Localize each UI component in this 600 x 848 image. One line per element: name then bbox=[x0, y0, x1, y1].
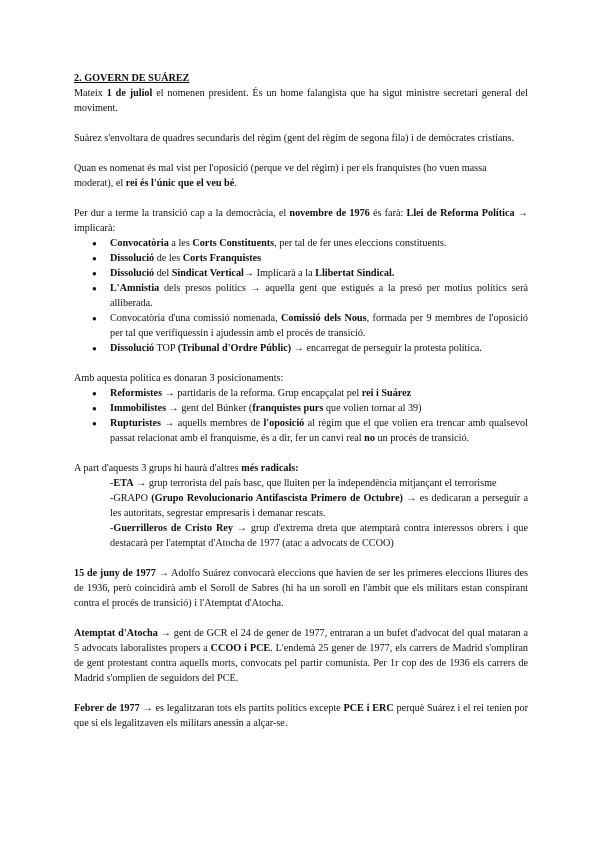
list-item: ● Convocatòria d'una comissió nomenada, Comissió dels Nous, formada per 9 membres de l'oposició per tal que verifiquessin i ajudessin amb el procés de transició. bbox=[92, 311, 528, 341]
list-item: ● Dissolució de les Corts Franquistes bbox=[92, 251, 528, 266]
paragraph-elections: 15 de juny de 1977 → Adolfo Suárez convocarà eleccions que havien de ser les primeres eleccions lliures des de 1936, però coincidirà amb el Soroll de Sabres (hi ha un soroll en l'àmbit que els militars estan conspirant contra el procés de transició) i l'Atemptat d'Atocha. bbox=[74, 568, 528, 609]
list-item: ● Reformistes → partidaris de la reforma. Grup encapçalat pel rei i Suárez bbox=[92, 386, 528, 401]
list-item: -GRAPO (Grupo Revolucionario Antifascista Primero de Octubre) → es dedicaran a perseguir a les autoritats, segrestar empresaris i demanar rescats. bbox=[110, 493, 528, 519]
paragraph-reception: Quan es nomenat és mal vist per l'oposició (perque ve del règim) i per els franquistes (ho vuen massa moderat), el rei és l'únic que el veu bé. bbox=[74, 163, 487, 189]
list-item: ● Convocatòria a les Corts Constituents, per tal de fer unes eleccions constituents. bbox=[92, 236, 528, 251]
positions-list bbox=[74, 386, 528, 446]
list-item: ● Dissolució del Sindicat Vertical→ Implicarà a la Llibertat Sindical. bbox=[92, 266, 528, 281]
paragraph-reform-law: Per dur a terme la transició cap a la democràcia, el novembre de 1976 és farà: Llei de Reforma Política → implicarà: bbox=[74, 208, 528, 234]
paragraph-cadres: Suárez s'envoltara de quadres secundaris del règim (gent del règim de segona fila) i de demòcrates cristians. bbox=[74, 133, 515, 144]
list-item: ● Dissolució TOP (Tribunal d'Ordre Públic) → encarregat de perseguir la protesta política. bbox=[92, 341, 528, 356]
list-item: ● Immobilistes → gent del Búnker (franquistes purs que volien tornar al 39) bbox=[92, 401, 528, 416]
paragraph-radicals-intro: A part d'aquests 3 grups hi haurà d'altres més radicals: bbox=[74, 463, 299, 474]
reform-list bbox=[74, 236, 528, 356]
list-item: -ETA → grup terrorista del país basc, que lluiten per la independència mitjançant el terrorisme bbox=[110, 478, 497, 489]
list-item: ● Rupturistes → aquells membres de l'oposició al règim que el que volien era trencar amb qualsevol passat relacionat amb el franquisme, és a dir, fer un canvi real no un procés de transició. bbox=[92, 416, 528, 446]
paragraph-legalization: Febrer de 1977 → es legalitzaran tots els partits polítics excepte PCE i ERC perquè Suárez i el rei tenien por que si els legalitzaven els militars anessin a alçar-se. bbox=[74, 703, 528, 729]
paragraph-appointment: Mateix 1 de juliol el nomenen president. És un home falangista que ha sigut ministre secretari general del moviment. bbox=[74, 88, 528, 114]
section-title: 2. GOVERN DE SUÁREZ bbox=[74, 73, 190, 84]
list-item: ● L'Amnistia dels presos polítics → aquella gent que estigués a la presó per motius polítics serà alliberada. bbox=[92, 281, 528, 311]
list-item: -Guerrilleros de Cristo Rey → grup d'extrema dreta que atemptarà contra interessos obrers i que destacarà per l'atemptat d'Atocha de 1977 (atac a advocats de CCOO) bbox=[110, 523, 528, 549]
paragraph-positions-intro: Amb aquesta política es donaran 3 posicionaments: bbox=[74, 373, 284, 384]
paragraph-atocha: Atemptat d'Atocha → gent de GCR el 24 de gener de 1977, entraran a un bufet d'advocat del qual mataran a 5 advocats laboralistes propers a CCOO i PCE. L'endemà 25 gener de 1977, els carrers de Madrid s'ompliran de gent protestant contra aquells morts, convocats pel partir comunista. Per 1r cop des de 1936 els carrers de Madrid s'omplien de seguidors del PCE. bbox=[74, 628, 528, 684]
